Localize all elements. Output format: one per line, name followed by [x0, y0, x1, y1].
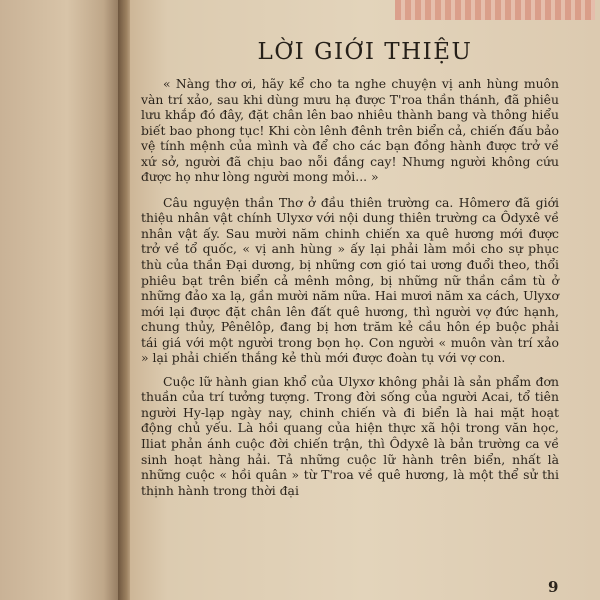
paragraph-3: Cuộc lữ hành gian khổ của Ulyxơ không phải là sản phẩm đơn thuần của trí tưởng tượng. Trong đời sống của người Acai, tổ tiên người Hy-lạp ngày nay, chinh chiến và đi biển là hai mặt hoạt động chủ yếu. Là hồi quang của hiện thực xã hội trong văn học, Iliat phản ánh cuộc đời chiến trận, thì Ôdyxê là bản trường ca về sinh hoạt hàng hải. Tả những cuộc lữ hành trên biển, nhất là những cuộc « hồi quân » từ T'roa về quê hương, là một thể sử thi thịnh hành trong thời đại [141, 373, 559, 498]
paragraph-1: « Nàng thơ ơi, hãy kể cho ta nghe chuyện vị anh hùng muôn vàn trí xảo, sau khi dùng mưu hạ được T'roa thần thánh, đã phiêu lưu khắp đó đây, đặt chân lên bao nhiêu thành bang và thông hiểu biết bao phong tục! Khi còn lênh đênh trên biển cả, chiến đấu bảo vệ tính mệnh của mình và để cho các bạn đồng hành được trở về xứ sở, người đã chịu bao nỗi đắng cay! Nhưng người không cứu được họ như lòng người mong mỏi... » [141, 76, 559, 185]
body-text [141, 76, 559, 506]
paragraph-2: Câu nguyện thần Thơ ở đầu thiên trường ca. Hômerơ đã giới thiệu nhân vật chính Ulyxơ với nội dung thiên trường ca Ôdyxê về nhân vật ấy. Sau mười năm chinh chiến xa quê hương mới được trở về tổ quốc, « vị anh hùng » ấy lại phải làm mồi cho sự phục thù của thần Đại dương, bị những cơn gió tai ương đuổi theo, thổi phiêu bạt trên biển cả mênh mông, bị những nữ thần cầm tù ở những đảo xa lạ, gần mười năm nữa. Hai mươi năm xa cách, Ulyxơ mới lại được đặt chân lên đất quê hương, thì người vợ đức hạnh, chung thủy, Pênêlôp, đang bị hơn trăm kẻ cầu hôn ép buộc phải tái giá với một người trong bọn họ. Con người « muôn vàn trí xảo » lại phải chiến thắng kẻ thù mới được đoàn tụ với vợ con. [141, 194, 559, 366]
left-page [0, 0, 122, 600]
page-number: 9 [548, 578, 559, 596]
page-title: LỜI GIỚI THIỆU [257, 39, 473, 66]
library-stamp [395, 0, 595, 20]
